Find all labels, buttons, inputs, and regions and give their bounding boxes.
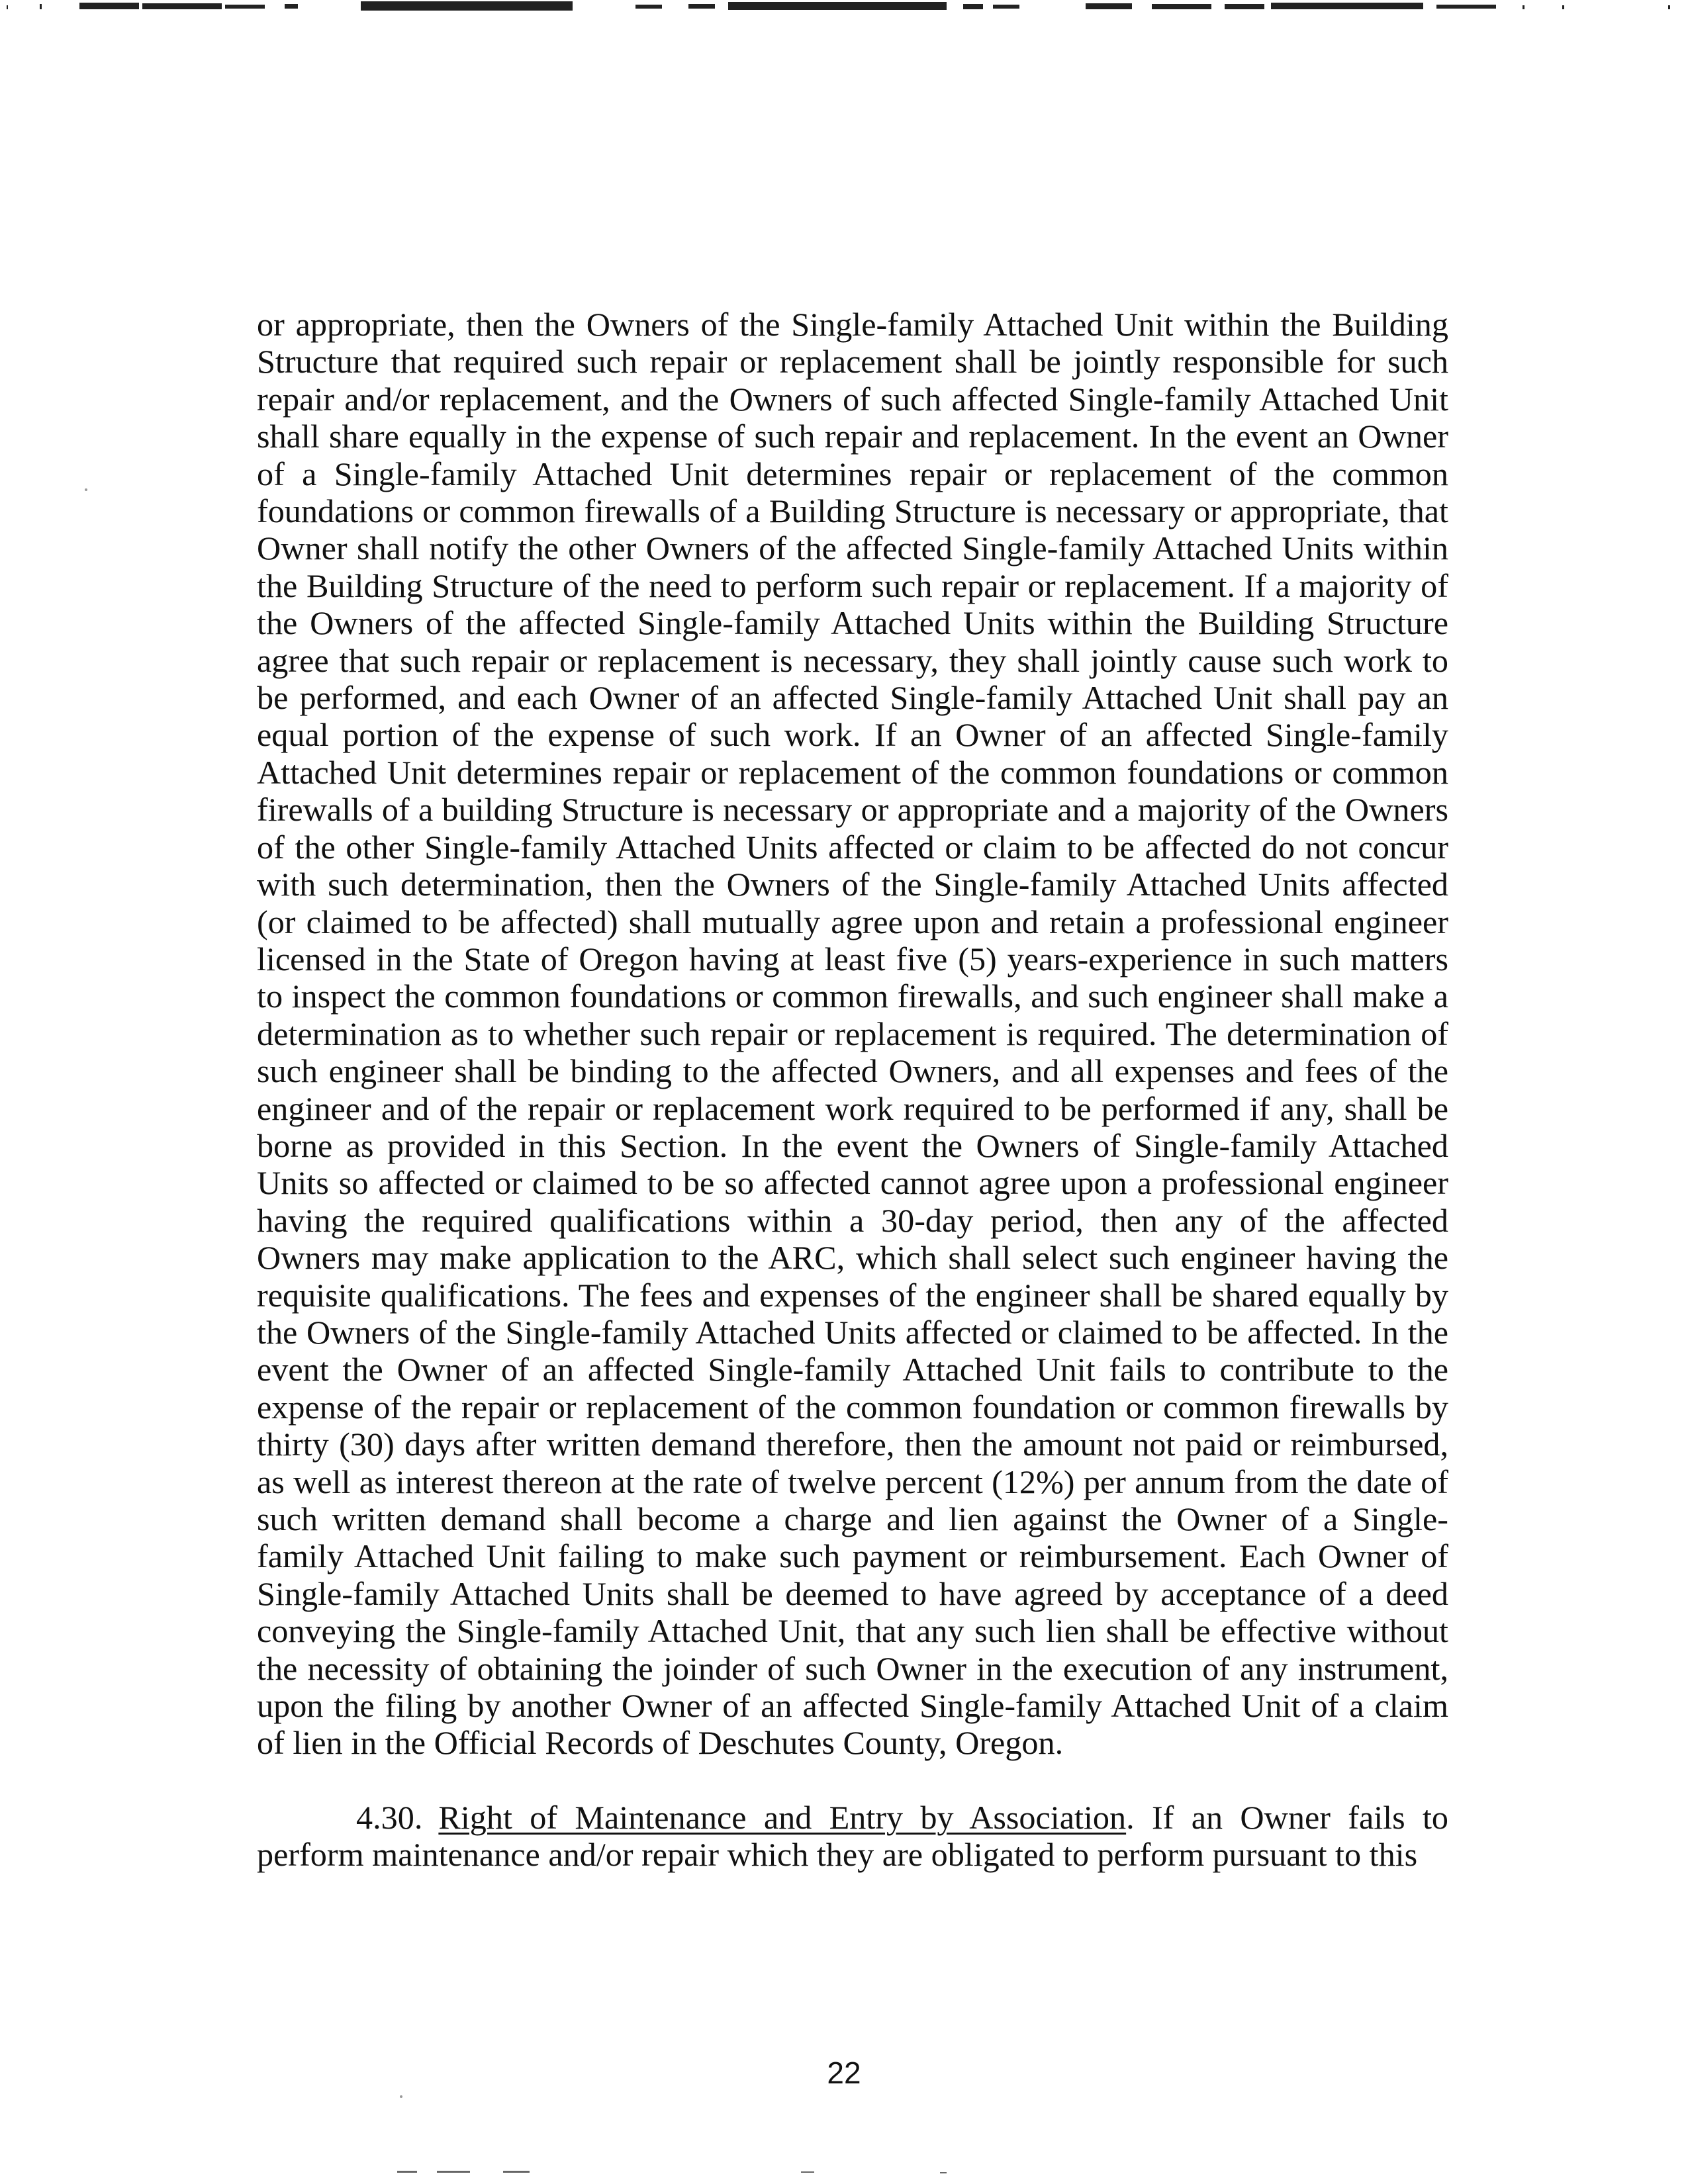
scan-artifact-top — [0, 0, 1688, 15]
section-heading: Right of Maintenance and Entry by Association — [438, 1798, 1127, 1836]
continuation-paragraph: or appropriate, then the Owners of the Single-family Attached Unit within the Building Structure that required such repair or replacement shall be jointly responsible for such repair and/or replacement, and the Owners of such affected Single-family Attached Unit shall share equally in the expense of such repair and replacement. In the event an Owner of a Single-family Attached Unit determines repair or replacement of the common foundations or common firewalls of a Building Structure is necessary or appropriate, that Owner shall notify the other Owners of the affected Single-family Attached Units within the Building Structure of the need to perform such repair or replacement. If a majority of the Owners of the affected Single-family Attached Units within the Building Structure agree that such repair or replacement is necessary, they shall jointly cause such work to be performed, and each Owner of an affected Single-family Attached Unit shall pay an equal portion of the expense of such work. If an Owner of an affected Single-family Attached Unit determines repair or replacement of the common foundations or common firewalls of a building Structure is necessary or appropriate and a majority of the Owners of the other Single-family Attached Units affected or claim to be affected do not concur with such determination, then the Owners of the Single-family Attached Units affected (or claimed to be affected) shall mutually agree upon and retain a professional engineer licensed in the State of Oregon having at least five (5) years-experience in such matters to inspect the common foundations or common firewalls, and such engineer shall make a determination as to whether such repair or replacement is required. The determination of such engineer shall be binding to the affected Owners, and all expenses and fees of the engineer and of the repair or replacement work required to be performed if any, shall be borne as provided in this Section. In the event the Owners of Single-family Attached Units so affected or claimed to be so affected cannot agree upon a professional engineer having the required qualifications within a 30-day period, then any of the affected Owners may make application to the ARC, which shall select such engineer having the requisite qualifications. The fees and expenses of the engineer shall be shared equally by the Owners of the Single-family Attached Units affected or claimed to be affected. In the event the Owner of an affected Single-family Attached Unit fails to contribute to the expense of the repair or replacement of the common foundation or common firewalls by thirty (30) days after written demand therefore, then the amount not paid or reimbursed, as well as interest thereon at the rate of twelve percent (12%) per annum from the date of such written demand shall become a charge and lien against the Owner of a Single-family Attached Unit failing to make such payment or reimbursement. Each Owner of Single-family Attached Units shall be deemed to have agreed by acceptance of a deed conveying the Single-family Attached Unit, that any such lien shall be effective without the necessity of obtaining the joinder of such Owner in the execution of any instrument, upon the filing by another Owner of an affected Single-family Attached Unit of a claim of lien in the Official Records of Deschutes County, Oregon. — [257, 306, 1448, 1762]
section-text: . If an Owner fails to perform maintenance and/or repair which they are obligated to perform pursuant to this — [257, 1798, 1448, 1874]
document-body — [257, 306, 1448, 1874]
section-number: 4.30. — [356, 1798, 423, 1836]
page-number: 22 — [827, 2056, 861, 2090]
section-4-30-paragraph — [257, 1799, 1448, 1874]
scan-speck — [400, 2095, 402, 2098]
scan-speck — [85, 488, 87, 491]
scan-artifact-bottom — [0, 2158, 1688, 2177]
